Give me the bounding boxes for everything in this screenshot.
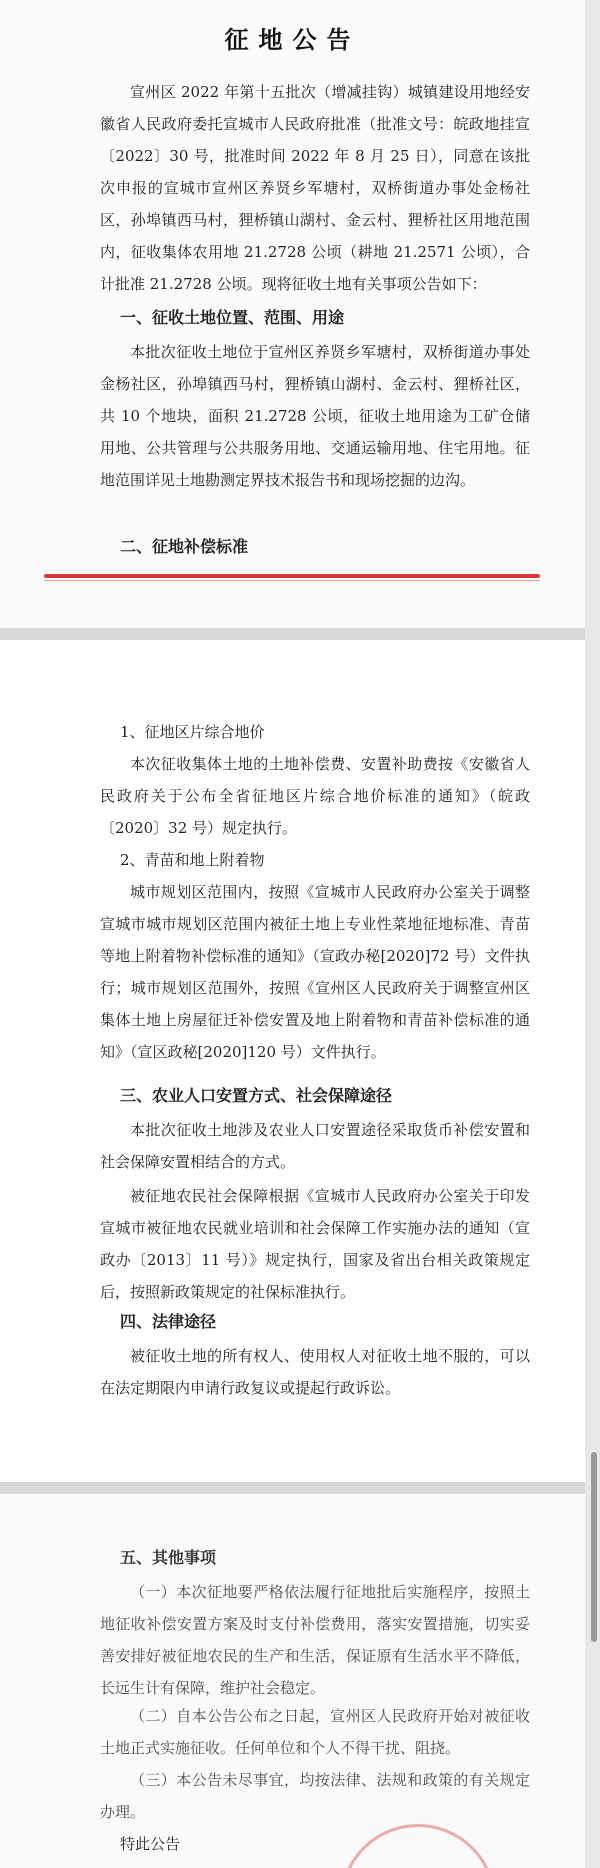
section-heading-3: 三、农业人口安置方式、社会保障途径 [120,1086,393,1105]
subsection-heading-1: 1、征地区片综合地价 [120,723,265,741]
section-5-paragraph-3: （三）本公告未尽事宜，均按法律、法规和政策的有关规定办理。 [100,1771,530,1821]
section-heading-4: 四、法律途径 [120,1312,217,1331]
section-heading-1: 一、征收土地位置、范围、用途 [120,308,345,327]
section-3-paragraph-1: 本批次征收土地涉及农业人口安置途径采取货币补偿安置和社会保障安置相结合的方式。 [100,1121,530,1171]
page-title: 征地公告 [224,25,361,54]
official-seal-icon [340,1824,496,1868]
section-5-paragraph-1: （一）本次征地要严格依法履行征地批后实施程序，按照土地征收补偿安置方案及时支付补偿费用，落实安置措施，切实妥善安排好被征地农民的生产和生活，保证原有生活水平不降低，长远生计有保障，维护社会稳定。 [100,1583,530,1697]
subsection-heading-2: 2、青苗和地上附着物 [120,851,265,869]
section-heading-2: 二、征地补偿标准 [120,537,249,556]
document-page-1 [0,0,585,628]
document-page-2 [0,640,585,1482]
subsection-2-paragraph: 城市规划区范围内，按照《宣城市人民政府办公室关于调整宣城市城市规划区范围内被征土地上专业性菜地征地标准、青苗等地上附着物补偿标准的通知》（宣政办秘[2020]72 号）文件执行；城市规划区范围外，按照《宣州区人民政府关于调整宣州区集体土地上房屋征迁补偿安置及地上附着物和青苗补偿标准的通知》（宣区政秘[2020]120 号）文件执行。 [100,883,530,1061]
section-3-paragraph-2: 被征地农民社会保障根据《宣城市人民政府办公室关于印发宣城市被征地农民就业培训和社会保障工作实施办法的通知（宣政办〔2013〕11 号）》规定执行，国家及省出台相关政策规定后，按照新政策规定的社保标准执行。 [100,1187,530,1301]
red-divider-line [44,574,540,578]
scrollbar-thumb[interactable] [591,1452,597,1642]
intro-paragraph: 宣州区 2022 年第十五批次（增减挂钩）城镇建设用地经安徽省人民政府委托宣城市人民政府批准（批准文号：皖政地挂宣〔2022〕30 号，批准时间 2022 年 8 月 25 日），同意在该批次申报的宣城市宣州区养贤乡军塘村，双桥街道办事处金杨社区，孙埠镇西马村，狸桥镇山湖村、金云村、狸桥社区用地范围内，征收集体农用地 21.2728 公顷（耕地 21.2571 公顷），合计批准 21.2728 公顷。现将征收土地有关事项公告如下： [100,83,530,293]
red-divider-line-thin [44,580,540,581]
document-page-3 [0,1494,585,1868]
section-5-paragraph-2: （二）自本公告公布之日起，宣州区人民政府开始对被征收土地正式实施征收。任何单位和个人不得干扰、阻挠。 [100,1707,530,1757]
section-heading-5: 五、其他事项 [120,1548,217,1567]
section-4-paragraph: 被征收土地的所有权人、使用权人对征收土地不服的，可以在法定期限内申请行政复议或提起行政诉讼。 [100,1347,530,1397]
closing-text: 特此公告 [120,1835,181,1853]
section-1-paragraph: 本批次征收土地位于宣州区养贤乡军塘村，双桥街道办事处金杨社区，孙埠镇西马村，狸桥镇山湖村、金云村、狸桥社区，共 10 个地块，面积 21.2728 公顷，征收土地用途为工矿仓储用地、公共管理与公共服务用地、交通运输用地、住宅用地。征地范围详见土地勘测定界技术报告书和现场挖掘的边沟。 [100,343,530,489]
subsection-1-paragraph: 本次征收集体土地的土地补偿费、安置补助费按《安徽省人民政府关于公布全省征地区片综合地价标准的通知》（皖政〔2020〕32 号）规定执行。 [100,755,530,837]
